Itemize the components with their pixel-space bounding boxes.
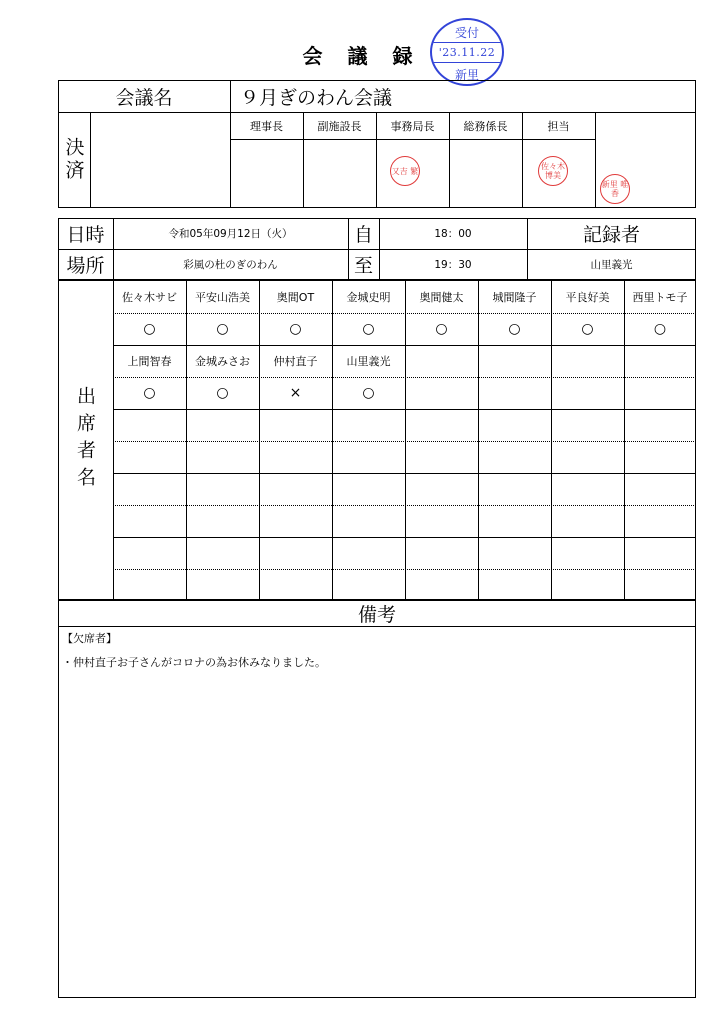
attendee-name: 城間隆子 (492, 290, 537, 304)
attendance-mark: ○ (289, 321, 302, 337)
role-vice-director: 副施設長 (317, 119, 362, 133)
role-chairman: 理事長 (250, 119, 283, 133)
attendee-name: 平良好美 (565, 290, 610, 304)
approval-label: 決済 (62, 137, 85, 183)
remarks-heading: 【欠席者】 (62, 632, 117, 645)
recorder-label: 記録者 (582, 224, 640, 246)
attendee-name: 金城史明 (346, 290, 391, 304)
attendance-mark: × (289, 385, 302, 401)
attendance-mark: ○ (362, 321, 375, 337)
remarks-label: 備考 (357, 603, 396, 626)
receipt-stamp (430, 18, 504, 86)
seal-secretary-general: 又吉 繁 (390, 156, 420, 186)
page-title: 会 議 録 (302, 44, 422, 68)
from-value: 18：00 (434, 228, 472, 240)
to-label: 至 (353, 255, 373, 277)
attendance-mark: ○ (143, 321, 156, 337)
attendee-name: 奥間健太 (419, 290, 464, 304)
receipt-stamp-name: 新里 (454, 68, 479, 82)
attendance-mark: ○ (216, 385, 229, 401)
receipt-stamp-label: 受付 (454, 26, 479, 40)
place-label: 場所 (66, 255, 105, 277)
attendee-name: 西里トモ子 (632, 290, 688, 304)
attendance-mark: ○ (216, 321, 229, 337)
receipt-stamp-date: '23.11.22 (438, 46, 496, 59)
attendance-mark: ○ (435, 321, 448, 337)
attendance-mark: ○ (143, 385, 156, 401)
attendee-name: 仲村直子 (273, 355, 318, 368)
attendee-name: 金城みさお (195, 355, 250, 368)
seal-in-charge: 佐々木 博美 (538, 156, 568, 186)
role-general-affairs-chief: 総務係長 (463, 119, 508, 133)
date-value: 令和05年09月12日（火） (168, 228, 293, 240)
role-in-charge: 担当 (547, 119, 570, 133)
role-secretary-general: 事務局長 (390, 119, 435, 133)
meeting-name-value: ９月ぎのわん会議 (240, 86, 393, 109)
to-value: 19：30 (434, 259, 472, 271)
attendees-label: 出席者名 (74, 386, 96, 494)
attendance-mark: ○ (508, 321, 521, 337)
attendance-mark: ○ (653, 321, 667, 337)
remarks-line: ・仲村直子お子さんがコロナの為お休みなりました。 (62, 656, 326, 669)
recorder-value: 山里義光 (590, 259, 633, 271)
attendee-name: 平安山浩美 (195, 290, 250, 304)
meeting-name-label: 会議名 (115, 86, 173, 109)
attendee-name: 佐々木サビ (122, 290, 177, 304)
place-value: 彩風の杜のぎのわん (183, 259, 278, 271)
attendee-name: 上間智春 (127, 355, 172, 368)
seal-extra: 新里 唯香 (600, 174, 630, 204)
attendance-mark: ○ (362, 385, 375, 401)
attendance-mark: ○ (581, 321, 594, 337)
from-label: 自 (353, 224, 373, 246)
attendee-name: 山里義光 (346, 355, 391, 368)
date-label: 日時 (66, 224, 105, 246)
attendee-name: 奥間OT (276, 290, 315, 304)
